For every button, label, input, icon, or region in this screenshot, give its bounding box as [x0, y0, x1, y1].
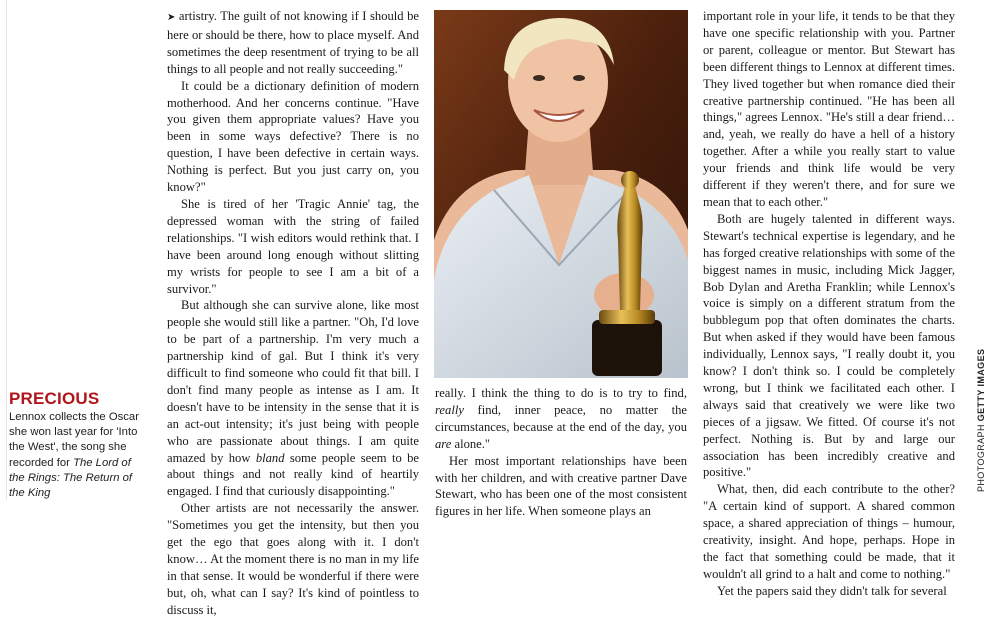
caption-heading: PRECIOUS — [9, 389, 100, 408]
paragraph: Her most important relationships have been with her children, and with creative partner Dave Stewart, who has been one of the most consistent figures in her life. When someone plays an — [435, 453, 687, 519]
paragraph: She is tired of her 'Tragic Annie' tag, the depressed woman with the string of failed relationships. "I wish editors would rethink that. I have been around long enough without slitting my wrists for people to see I am a bit of a survivor." — [167, 196, 419, 296]
paragraph-text: artistry. The guilt of not knowing if I should be here or should be there, how to place myself. And sometimes the deep resentment of trying to be all things to all people and not really succeeding." — [167, 9, 419, 76]
page-edge-line — [6, 0, 7, 500]
paragraph: important role in your life, it tends to be that they have one specific relationship with you. Partner or parent, colleague or mentor. But Stewart has been different things to Lennox at different times. They lived together but when romance died their creative partnership continued. "He has been all things," agrees Lennox. "He's still a dear friend… and, yeah, we really do have a hell of a history together. After a while you really start to value your friends and think life would be very different if they weren't there, and for sure we mean that to each other." — [703, 9, 955, 209]
caption-film-title: The Lord of the Rings: The Return of the King — [9, 456, 133, 500]
paragraph-text: find, inner peace, no matter the circumstances, because at the end of the day, you — [435, 402, 687, 434]
paragraph — [167, 297, 419, 500]
emphasis: are — [435, 436, 452, 451]
paragraph: What, then, did each contribute to the other? "A certain kind of support. A shared common space, a shared appreciation of things – humour, creativity, insight. And hope, perhaps. Hope in the fact that something could be made, that it wouldn't all grind to a halt and come to nothing." — [703, 482, 955, 581]
caption-text-main: Lennox collects the Oscar she won last year for 'Into the West', the song she recorded for — [9, 411, 139, 469]
article-photo — [434, 10, 688, 378]
article-column-3 — [703, 8, 955, 600]
paragraph-text: really. I think the thing to do is to try to find, — [435, 386, 687, 400]
paragraph-text: But although she can survive alone, like most people she would still like a partner. "Oh, I'd love to be part of a partnership. I'm very much a partnership kind of gal. But I think it's very difficult to find someone who could fit that bill. I don't find many people as intense as I am. It doesn't have to be intensity in the sense that it is an act-out intensity; it's just being with people who are passionate about things. I am quite amazed by how — [167, 298, 419, 465]
credit-agency: GETTY IMAGES — [976, 348, 986, 422]
paragraph: It could be a dictionary definition of modern motherhood. And her concerns continue. "Have you given them appropriate values? Have you been in some ways defective? There is no question, I have been defective in certain ways. Nothing is perfect. But you just carry on, you know?" — [167, 78, 419, 195]
article-column-1 — [167, 8, 419, 619]
photo-credit — [976, 349, 986, 492]
credit-prefix: PHOTOGRAPH — [976, 424, 986, 492]
paragraph: Yet the papers said they didn't talk for several — [717, 583, 947, 598]
continue-arrow-icon: ➤ — [167, 12, 176, 23]
photo-caption — [9, 389, 139, 501]
paragraph: Other artists are not necessarily the answer. "Sometimes you get the intensity, but then you get the ego that goes along with it. I don't know… At the moment there is no man in my life in that sense. It would be wonderful if there were but, oh, what can I say? It's kind of pointless to discuss it, — [167, 501, 419, 617]
paragraph — [167, 8, 419, 78]
paragraph: Both are hugely talented in different ways. Stewart's technical expertise is legendary, and he has forged creative relationships with some of the biggest names in music, including Mick Jagger, Bob Dylan and Aretha Franklin; while Lennox's voice is simply on a different stratum from the bubblegum pop that often dominates the charts. But when asked if they would have been famous individually, Lennox says, "I really doubt it, you know? I don't think so. I could be completely wrong, but I think we facilitated each other. I always said that creatively we were like two pieces of a jigsaw. We fitted. Of course it's not perfect. Nothing is. But by and large our association has been incredibly creative and positive." — [703, 211, 955, 480]
photo-annie-lennox-oscar — [434, 10, 688, 378]
emphasis: really — [435, 402, 464, 417]
paragraph-text: alone." — [451, 436, 491, 451]
paragraph — [435, 385, 687, 453]
emphasis: bland — [255, 450, 285, 465]
paragraph-text: some people seem to be about things and not really kind of heartily engaged. I find that curiously disappointing." — [167, 450, 419, 499]
caption-text — [9, 410, 139, 501]
